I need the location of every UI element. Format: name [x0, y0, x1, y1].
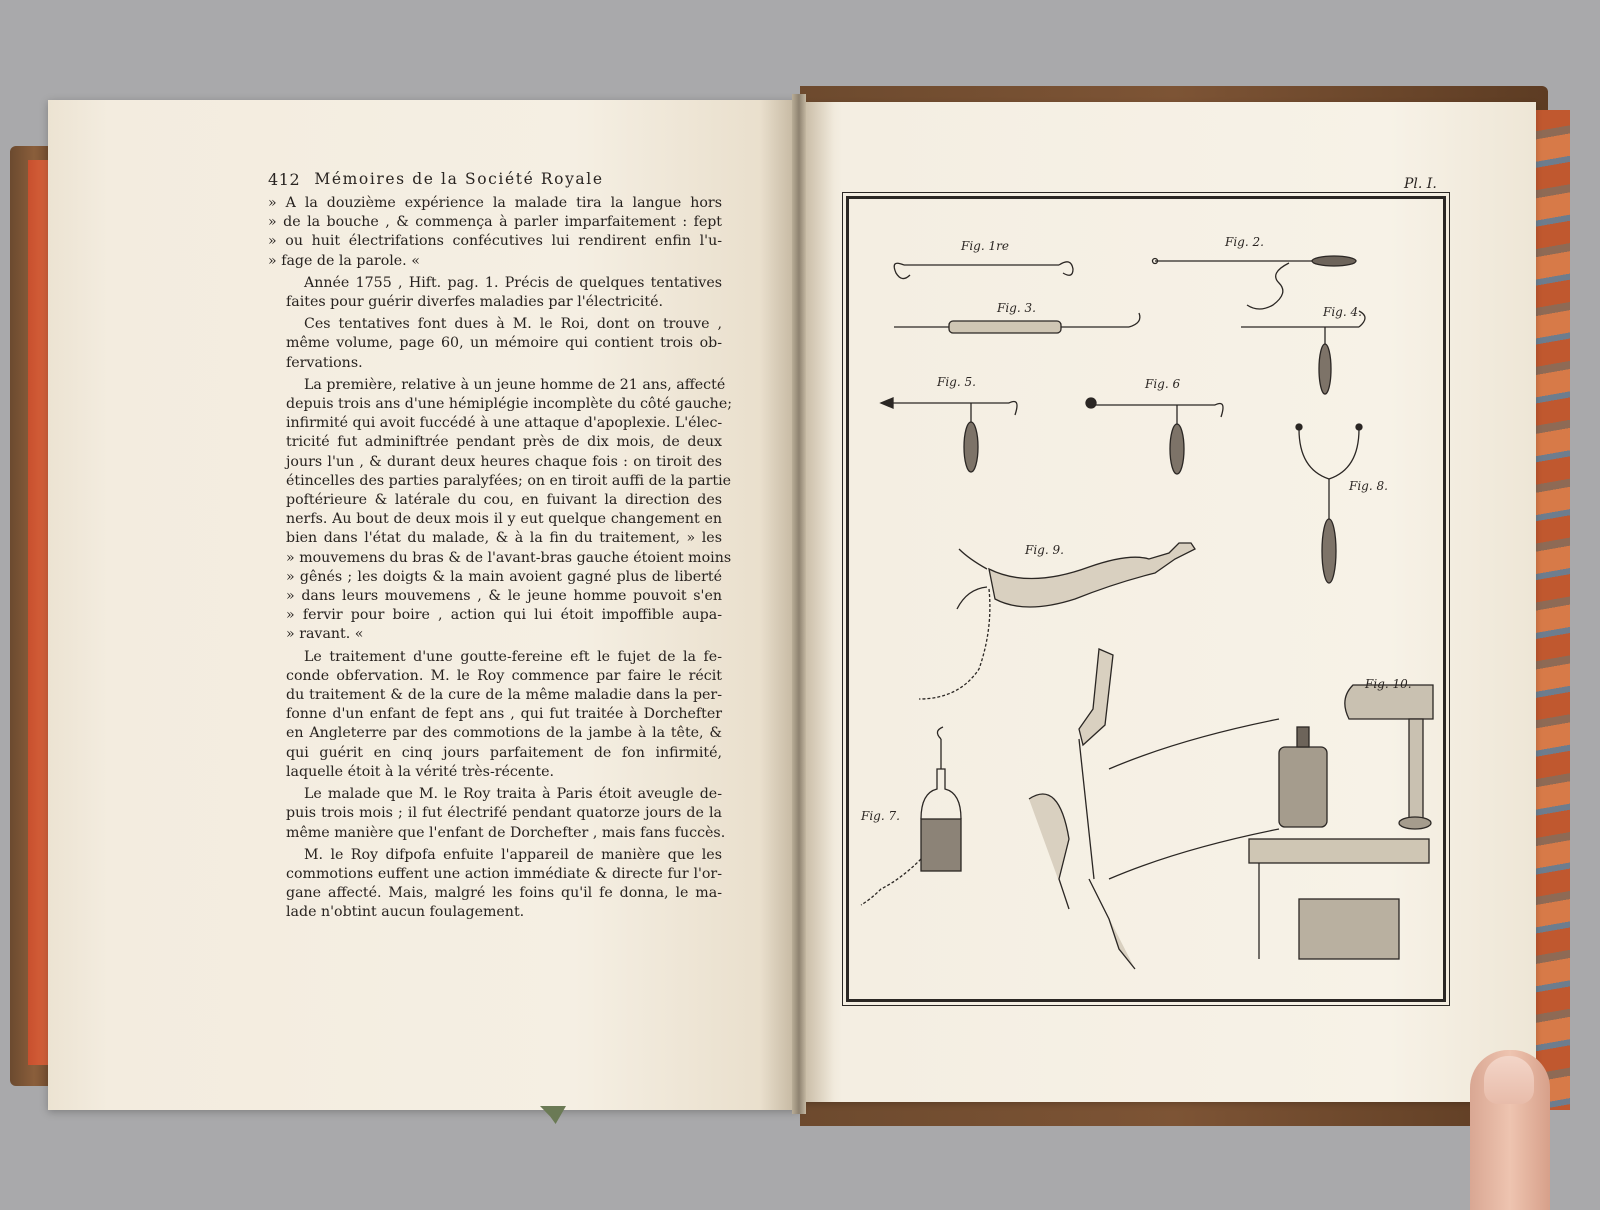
text-line: faites pour guérir diverfes maladies par l'électricité.: [286, 294, 664, 311]
fig1-rod-drawing: [894, 262, 1073, 279]
text-line: » fervir pour boire , action qui lui étoit impoffible aupa-: [286, 607, 722, 624]
text-line: » dans leurs mouvemens , & le jeune homme pouvoit s'en: [286, 588, 722, 605]
engraved-plate: [846, 196, 1446, 1002]
marbled-endpaper: [1530, 110, 1570, 1110]
fig6-label: Fig. 6: [1145, 377, 1181, 391]
text-line: du traitement & de la cure de la même maladie dans la per-: [286, 687, 722, 704]
plate-illustration: [849, 199, 1443, 999]
paragraph: [268, 194, 722, 271]
fig7-label: Fig. 7.: [861, 809, 900, 823]
text-line: qui guérit en cinq jours parfaitement de fon infirmité,: [286, 744, 722, 761]
text-line: gane affecté. Mais, malgré les foins qu'il fe donna, le ma-: [286, 885, 722, 902]
thumb-nail: [1484, 1056, 1534, 1104]
text-line: » ravant. «: [286, 626, 364, 643]
text-line: » de la bouche , & commença à parler imparfaitement : fept: [268, 214, 722, 231]
paragraph: [268, 846, 722, 923]
text-line: fervations.: [286, 354, 363, 371]
text-line: » fage de la parole. «: [268, 252, 420, 269]
fig3-tube-drawing: [894, 313, 1140, 333]
text-line: même manière que l'enfant de Dorchefter , mais fans fuccès.: [286, 824, 726, 841]
text-line: bien dans l'état du malade, & à la fin du traitement, » les: [286, 530, 722, 547]
paragraph: [268, 648, 722, 782]
text-line: lade n'obtint aucun foulagement.: [286, 904, 525, 921]
text-line: Ces tentatives font dues à M. le Roi, dont on trouve ,: [304, 316, 722, 333]
running-head: [268, 170, 728, 189]
fig10-label: Fig. 10.: [1365, 677, 1412, 691]
text-line: jours l'un , & durant deux heures chaque fois : on tiroit des: [286, 453, 722, 470]
fig4-label: Fig. 4.: [1323, 305, 1362, 319]
text-line: M. le Roy difpofa enfuite l'appareil de manière que les: [304, 846, 722, 863]
text-line: tricité fut adminiftrée pendant près de dix mois, de deux: [286, 434, 722, 451]
text-line: Le traitement d'une goutte-fereine eft le fujet de la fe-: [304, 648, 722, 665]
text-line: depuis trois ans d'une hémiplégie incomplète du côté gauche;: [286, 396, 732, 413]
fig9-arm-drawing: [919, 543, 1195, 699]
fig9-label: Fig. 9.: [1025, 543, 1064, 557]
fig3-label: Fig. 3.: [997, 301, 1036, 315]
fig10-apparatus-drawing: [1029, 649, 1433, 969]
fig8-label: Fig. 8.: [1349, 479, 1388, 493]
fig1-label: Fig. 1re: [961, 239, 1009, 253]
paragraph: [268, 274, 722, 312]
text-line: Année 1755 , Hift. pag. 1. Précis de quelques tentatives: [304, 274, 722, 291]
fig5-label: Fig. 5.: [937, 375, 976, 389]
paragraph: [268, 785, 726, 843]
text-line: puis trois mois ; il fut électrifé pendant quatorze jours de la: [286, 805, 722, 822]
fig5-handle-drawing: [881, 398, 1017, 472]
text-line: » gênés ; les doigts & la main avoient gagné plus de liberté: [286, 568, 722, 585]
text-line: en Angleterre par des commotions de la jambe à la tête, &: [286, 725, 722, 742]
text-column: [268, 194, 732, 926]
text-line: » ou huit électrifations confécutives lui rendirent enfin l'u-: [268, 233, 722, 250]
fig2-label: Fig. 2.: [1225, 235, 1264, 249]
paragraph: [268, 376, 732, 645]
fig4-handle-drawing: [1241, 311, 1365, 394]
running-title: Mémoires de la Société Royale: [314, 170, 604, 188]
fig8-fork-drawing: [1296, 424, 1362, 583]
text-line: conde obfervation. M. le Roy commence par faire le récit: [286, 667, 722, 684]
text-line: Le malade que M. le Roy traita à Paris étoit aveugle de-: [304, 786, 722, 803]
text-line: » mouvemens du bras & de l'avant-bras gauche étoient moins: [286, 549, 732, 566]
ribbon-bookmark: [540, 1106, 566, 1124]
book-gutter: [792, 94, 806, 1114]
text-line: infirmité qui avoit fuccédé à une attaque d'apoplexie. L'élec-: [286, 415, 723, 432]
text-line: nerfs. Au bout de deux mois il y eut quelque changement en: [286, 511, 722, 528]
fig2-rod-drawing: [1153, 256, 1357, 309]
text-line: étincelles des parties paralyfées; on en tiroit auffi de la partie: [286, 472, 732, 489]
page-number: 412: [268, 170, 301, 189]
fig6-handle-drawing: [1086, 398, 1223, 474]
text-line: La première, relative à un jeune homme de 21 ans, affecté: [304, 376, 726, 393]
text-line: poftérieure & latérale du cou, en fuivant la direction des: [286, 492, 722, 509]
text-line: commotions euffent une action immédiate & directe fur l'or-: [286, 865, 722, 882]
text-line: laquelle étoit à la vérité très-récente.: [286, 763, 555, 780]
paragraph: [268, 315, 722, 373]
text-line: » A la douzième expérience la malade tira la langue hors: [268, 195, 722, 211]
plate-label: Pl. I.: [1404, 176, 1437, 192]
text-line: fonne d'un enfant de fept ans , qui fut traitée à Dorchefter: [286, 706, 722, 723]
text-line: même volume, page 60, un mémoire qui contient trois ob-: [286, 335, 722, 352]
